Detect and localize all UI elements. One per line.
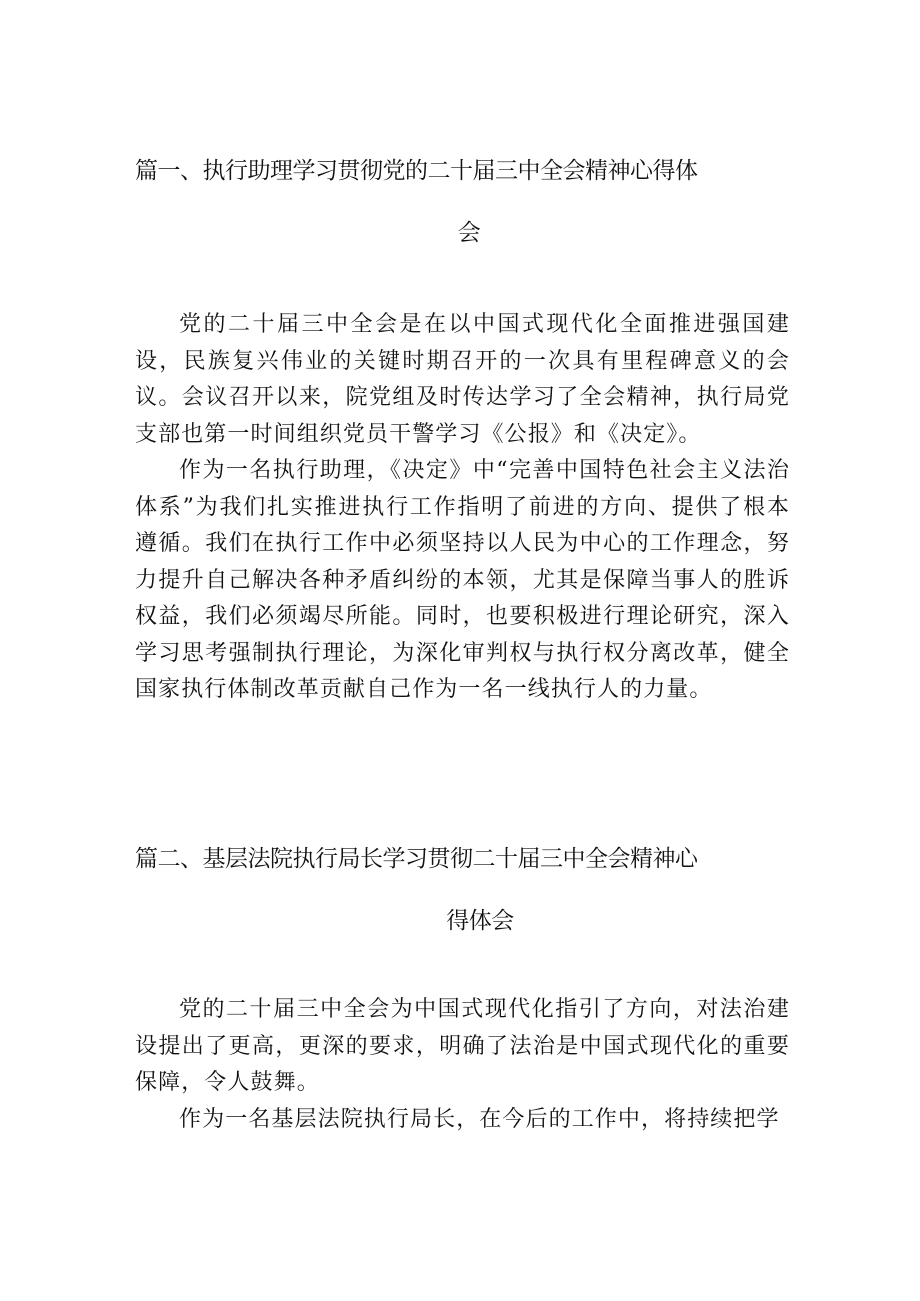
- section1-title-line2: 会: [457, 220, 481, 246]
- section1-title: [135, 140, 785, 264]
- section1-paragraph-2: 作为一名执行助理，《决定》中“完善中国特色社会主义法治体系”为我们扎实推进执行工作指明了前进的方向、提供了根本遵循。我们在执行工作中必须坚持以人民为中心的工作理念，努力提升自己解决各种矛盾纠纷的本领，尤其是保障当事人的胜诉权益，我们必须竭尽所能。同时，也要积极进行理论研究，深入学习思考强制执行理论，为深化审判权与执行权分离改革，健全国家执行体制改革贡献自己作为一名一线执行人的力量。: [135, 458, 790, 702]
- section2-title-line2: 得体会: [446, 908, 514, 934]
- section2-title: [135, 828, 785, 952]
- section1-title-line1: 篇一、执行助理学习贯彻党的二十届三中全会精神心得体: [135, 158, 698, 184]
- section2-body: [135, 992, 790, 1138]
- section2-paragraph-2: 作为一名基层法院执行局长，在今后的工作中，将持续把学: [179, 1106, 780, 1132]
- section2-paragraph-1: 党的二十届三中全会为中国式现代化指引了方向，对法治建设提出了更高，更深的要求，明确了法治是中国式现代化的重要保障，令人鼓舞。: [135, 997, 790, 1095]
- section2-title-line1: 篇二、基层法院执行局长学习贯彻二十届三中全会精神心: [135, 846, 698, 872]
- section1-paragraph-1: 党的二十届三中全会是在以中国式现代化全面推进强国建设，民族复兴伟业的关键时期召开的一次具有里程碑意义的会议。会议召开以来，院党组及时传达学习了全会精神，执行局党支部也第一时间组织党员干警学习《公报》和《决定》。: [135, 312, 790, 447]
- section1-body: [135, 307, 790, 709]
